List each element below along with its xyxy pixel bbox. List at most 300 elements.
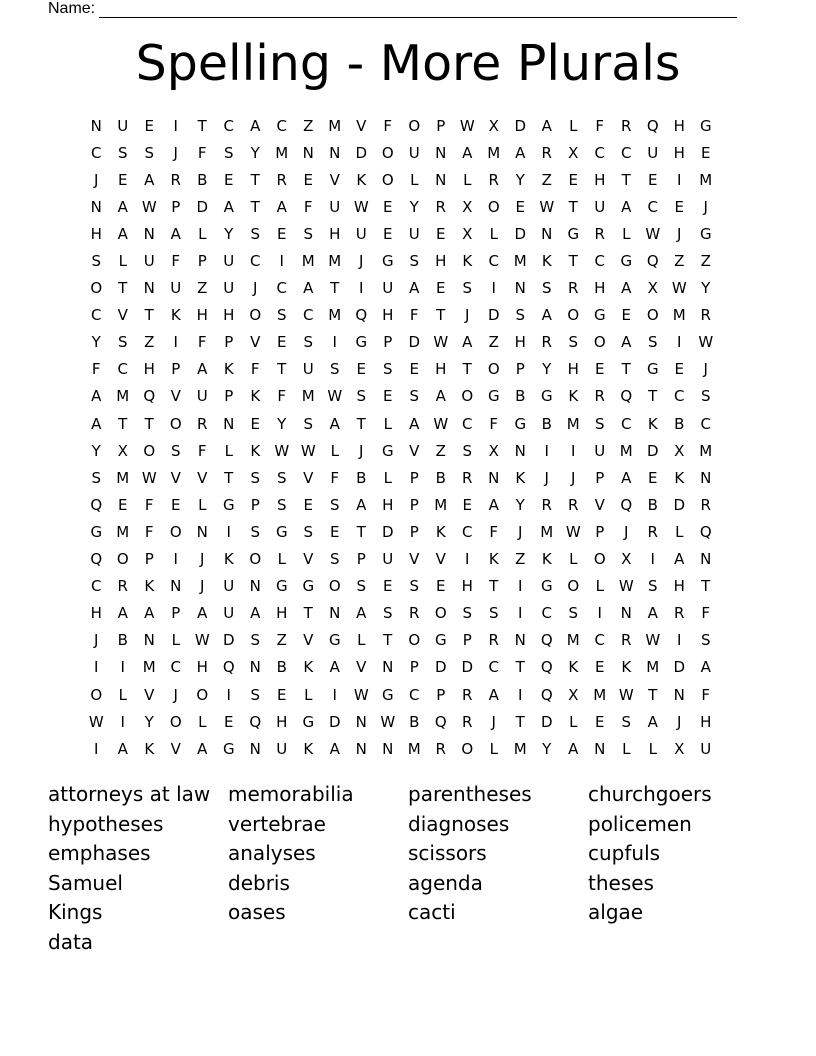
grid-letter: T	[356, 414, 366, 433]
grid-letter: I	[597, 604, 602, 623]
grid-letter: X	[117, 441, 128, 460]
grid-letter: E	[118, 170, 128, 189]
grid-letter: E	[144, 116, 154, 135]
grid-letter: K	[303, 658, 314, 677]
grid-letter: D	[408, 333, 421, 352]
grid-letter: C	[170, 658, 181, 677]
grid-letter: S	[329, 360, 340, 379]
grid-letter: O	[434, 604, 447, 623]
grid-letter: F	[595, 116, 605, 135]
grid-letter: G	[275, 522, 288, 541]
grid-letter: D	[328, 712, 341, 731]
grid-letter: M	[116, 522, 130, 541]
grid-letter: M	[275, 143, 289, 162]
grid-letter: R	[541, 333, 552, 352]
grid-letter: U	[223, 279, 235, 298]
grid-letter: T	[330, 279, 340, 298]
grid-letter: E	[277, 685, 287, 704]
grid-letter: B	[435, 468, 446, 487]
grid-letter: W	[380, 712, 396, 731]
grid-letter: T	[515, 658, 525, 677]
grid-letter: N	[143, 631, 155, 650]
grid-letter: W	[88, 712, 104, 731]
grid-letter: I	[677, 631, 682, 650]
grid-letter: N	[514, 279, 526, 298]
page-title: Spelling - More Plurals	[135, 35, 681, 92]
grid-letter: L	[463, 170, 472, 189]
grid-letter: A	[250, 604, 261, 623]
grid-letter: J	[677, 224, 682, 243]
grid-letter: A	[223, 197, 234, 216]
grid-letter: E	[648, 468, 658, 487]
grid-letter: X	[488, 441, 499, 460]
grid-letter: E	[303, 170, 313, 189]
grid-letter: S	[462, 604, 473, 623]
grid-letter: C	[488, 252, 499, 271]
grid-letter: U	[223, 604, 235, 623]
grid-letter: R	[276, 170, 287, 189]
grid-letter: U	[196, 387, 208, 406]
grid-letter: V	[356, 116, 367, 135]
grid-letter: F	[171, 252, 181, 271]
grid-letter: H	[700, 712, 712, 731]
grid-letter: O	[487, 197, 500, 216]
grid-letter: M	[116, 468, 130, 487]
grid-letter: A	[409, 279, 420, 298]
grid-letter: T	[356, 522, 366, 541]
grid-letter: C	[594, 631, 605, 650]
grid-letter: N	[249, 577, 261, 596]
grid-letter: A	[117, 739, 128, 758]
grid-letter: F	[197, 143, 207, 162]
grid-letter: V	[303, 631, 314, 650]
grid-letter: V	[409, 441, 420, 460]
grid-letter: R	[117, 577, 128, 596]
grid-letter: M	[566, 631, 580, 650]
grid-letter: M	[513, 739, 527, 758]
grid-letter: T	[462, 360, 472, 379]
grid-letter: V	[356, 658, 367, 677]
grid-letter: E	[674, 197, 684, 216]
grid-letter: R	[568, 495, 579, 514]
grid-letter: Y	[144, 712, 154, 731]
grid-letter: S	[91, 468, 102, 487]
grid-letter: P	[409, 658, 419, 677]
grid-letter: S	[329, 550, 340, 569]
grid-letter: J	[703, 197, 708, 216]
grid-letter: Y	[701, 279, 711, 298]
grid-letter: I	[518, 577, 523, 596]
grid-letter: F	[197, 441, 207, 460]
grid-letter: Q	[143, 387, 156, 406]
grid-letter: K	[435, 522, 446, 541]
grid-letter: Y	[515, 495, 525, 514]
grid-letter: D	[514, 116, 527, 135]
grid-letter: P	[595, 468, 605, 487]
word-list-item: algae	[588, 900, 644, 925]
grid-letter: N	[249, 739, 261, 758]
grid-letter: I	[173, 333, 178, 352]
grid-letter: N	[329, 143, 341, 162]
grid-letter: J	[200, 550, 205, 569]
word-list-item: diagnoses	[408, 811, 510, 836]
grid-letter: Q	[646, 116, 659, 135]
grid-letter: W	[327, 387, 343, 406]
grid-letter: S	[250, 224, 261, 243]
grid-letter: Q	[434, 712, 447, 731]
grid-letter: W	[274, 441, 290, 460]
grid-letter: E	[383, 387, 393, 406]
grid-letter: A	[329, 739, 340, 758]
word-list-item: data	[48, 929, 94, 954]
grid-letter: J	[624, 522, 629, 541]
grid-letter: Q	[90, 550, 103, 569]
grid-letter: S	[409, 387, 420, 406]
grid-letter: M	[328, 252, 342, 271]
grid-letter: Q	[249, 712, 262, 731]
grid-letter: F	[489, 414, 499, 433]
word-list-item: Samuel	[48, 870, 123, 895]
grid-letter: S	[409, 577, 420, 596]
grid-letter: F	[91, 360, 101, 379]
grid-letter: S	[382, 604, 393, 623]
grid-letter: P	[197, 252, 207, 271]
grid-letter: E	[595, 658, 605, 677]
grid-letter: T	[144, 414, 154, 433]
word-list-item: analyses	[228, 841, 316, 866]
grid-letter: O	[90, 685, 103, 704]
grid-letter: N	[541, 224, 553, 243]
grid-letter: F	[383, 116, 393, 135]
grid-letter: G	[222, 495, 235, 514]
grid-letter: R	[488, 631, 499, 650]
name-label: Name:	[48, 0, 96, 17]
grid-letter: F	[303, 197, 313, 216]
grid-letter: L	[330, 441, 339, 460]
grid-letter: I	[226, 685, 231, 704]
grid-letter: O	[196, 685, 209, 704]
grid-letter: O	[487, 360, 500, 379]
grid-letter: A	[91, 387, 102, 406]
grid-letter: X	[488, 116, 499, 135]
word-list-item: policemen	[588, 811, 692, 836]
grid-letter: T	[144, 306, 154, 325]
name-blank-line	[99, 3, 737, 18]
grid-letter: S	[700, 631, 711, 650]
grid-letter: N	[382, 739, 394, 758]
grid-letter: E	[118, 495, 128, 514]
grid-letter: O	[461, 739, 474, 758]
grid-letter: W	[194, 631, 210, 650]
grid-letter: I	[518, 685, 523, 704]
grid-letter: T	[250, 170, 260, 189]
grid-letter: F	[197, 333, 207, 352]
grid-letter: G	[514, 414, 527, 433]
grid-letter: N	[223, 414, 235, 433]
grid-letter: N	[620, 604, 632, 623]
grid-letter: G	[487, 387, 500, 406]
grid-letter: C	[647, 197, 658, 216]
word-list-item: attorneys at law	[48, 782, 211, 806]
grid-letter: S	[117, 333, 128, 352]
grid-letter: N	[488, 468, 500, 487]
grid-letter: S	[356, 387, 367, 406]
grid-letter: M	[487, 143, 501, 162]
grid-letter: M	[699, 441, 713, 460]
grid-letter: G	[90, 522, 103, 541]
grid-letter: B	[409, 712, 420, 731]
grid-letter: A	[197, 604, 208, 623]
grid-letter: S	[462, 441, 473, 460]
grid-letter: E	[224, 170, 234, 189]
grid-letter: Q	[646, 252, 659, 271]
grid-letter: G	[355, 333, 368, 352]
grid-letter: Z	[197, 279, 208, 298]
grid-letter: G	[540, 577, 553, 596]
grid-letter: V	[303, 550, 314, 569]
grid-letter: P	[383, 333, 393, 352]
grid-letter: G	[381, 685, 394, 704]
grid-letter: K	[303, 739, 314, 758]
grid-letter: L	[569, 116, 578, 135]
grid-letter: K	[568, 387, 579, 406]
grid-letter: T	[197, 116, 207, 135]
grid-letter: N	[90, 116, 102, 135]
grid-letter: Z	[435, 441, 446, 460]
grid-letter: Y	[409, 197, 419, 216]
grid-letter: M	[619, 441, 633, 460]
grid-letter: C	[223, 116, 234, 135]
grid-letter: F	[277, 387, 287, 406]
grid-letter: R	[409, 604, 420, 623]
grid-letter: P	[436, 685, 446, 704]
grid-letter: S	[329, 495, 340, 514]
word-list-item: vertebrae	[228, 811, 326, 836]
grid-letter: H	[196, 658, 208, 677]
grid-letter: F	[409, 306, 419, 325]
grid-letter: K	[250, 441, 261, 460]
grid-letter: E	[356, 360, 366, 379]
grid-letter: I	[677, 333, 682, 352]
grid-letter: K	[462, 252, 473, 271]
grid-letter: O	[461, 387, 474, 406]
grid-letter: A	[329, 658, 340, 677]
grid-letter: M	[407, 739, 421, 758]
grid-letter: P	[171, 360, 181, 379]
grid-letter: K	[621, 658, 632, 677]
grid-letter: L	[489, 224, 498, 243]
grid-letter: I	[677, 170, 682, 189]
grid-letter: L	[198, 495, 207, 514]
grid-letter: A	[621, 468, 632, 487]
grid-letter: A	[197, 360, 208, 379]
grid-letter: I	[226, 522, 231, 541]
grid-letter: H	[329, 224, 341, 243]
grid-letter: E	[171, 495, 181, 514]
grid-letter: E	[277, 224, 287, 243]
grid-letter: C	[117, 360, 128, 379]
grid-letter: L	[118, 685, 127, 704]
word-list-item: parentheses	[408, 782, 532, 806]
grid-letter: D	[673, 495, 686, 514]
grid-letter: R	[541, 143, 552, 162]
grid-letter: U	[355, 224, 367, 243]
grid-letter: W	[300, 441, 316, 460]
grid-letter: C	[91, 306, 102, 325]
grid-letter: R	[541, 495, 552, 514]
grid-letter: N	[382, 658, 394, 677]
grid-letter: A	[621, 279, 632, 298]
grid-letter: A	[303, 279, 314, 298]
grid-letter: T	[621, 170, 631, 189]
grid-letter: Z	[541, 170, 552, 189]
grid-letter: W	[618, 685, 634, 704]
grid-letter: C	[594, 143, 605, 162]
grid-letter: X	[674, 739, 685, 758]
word-list-item: cacti	[408, 900, 456, 925]
grid-letter: Q	[540, 658, 553, 677]
grid-letter: J	[173, 143, 178, 162]
grid-letter: Q	[620, 387, 633, 406]
grid-letter: U	[408, 143, 420, 162]
grid-letter: B	[515, 387, 526, 406]
grid-letter: C	[250, 252, 261, 271]
grid-letter: U	[594, 197, 606, 216]
grid-letter: S	[594, 414, 605, 433]
grid-letter: I	[650, 550, 655, 569]
grid-letter: H	[143, 360, 155, 379]
grid-letter: S	[621, 712, 632, 731]
grid-letter: K	[170, 306, 181, 325]
grid-letter: S	[144, 143, 155, 162]
grid-letter: U	[382, 550, 394, 569]
grid-letter: R	[621, 631, 632, 650]
grid-letter: S	[303, 224, 314, 243]
grid-letter: B	[197, 170, 208, 189]
grid-letter: L	[648, 739, 657, 758]
grid-letter: G	[328, 631, 341, 650]
grid-letter: V	[329, 170, 340, 189]
grid-letter: Y	[91, 441, 101, 460]
grid-letter: O	[143, 441, 156, 460]
grid-letter: R	[700, 495, 711, 514]
grid-letter: X	[462, 197, 473, 216]
grid-letter: V	[250, 333, 261, 352]
grid-letter: S	[647, 333, 658, 352]
word-list	[48, 780, 768, 958]
grid-letter: U	[223, 252, 235, 271]
grid-letter: H	[514, 333, 526, 352]
grid-letter: M	[328, 116, 342, 135]
grid-letter: C	[303, 306, 314, 325]
grid-letter: F	[489, 522, 499, 541]
grid-letter: H	[673, 143, 685, 162]
grid-letter: A	[647, 604, 658, 623]
grid-letter: D	[673, 658, 686, 677]
grid-letter: M	[646, 658, 660, 677]
grid-letter: J	[491, 712, 496, 731]
grid-letter: E	[568, 170, 578, 189]
grid-letter: M	[434, 495, 448, 514]
grid-letter: S	[568, 604, 579, 623]
grid-letter: Q	[222, 658, 235, 677]
grid-letter: K	[223, 360, 234, 379]
grid-letter: J	[571, 468, 576, 487]
grid-letter: T	[701, 577, 711, 596]
grid-letter: K	[541, 550, 552, 569]
grid-letter: I	[518, 604, 523, 623]
grid-letter: N	[355, 739, 367, 758]
grid-letter: S	[276, 468, 287, 487]
grid-letter: M	[301, 387, 315, 406]
word-list-item: churchgoers	[588, 782, 712, 806]
grid-letter: M	[540, 522, 554, 541]
grid-letter: C	[488, 658, 499, 677]
grid-letter: Y	[515, 170, 525, 189]
grid-letter: F	[701, 685, 711, 704]
grid-letter: I	[571, 441, 576, 460]
grid-letter: M	[301, 252, 315, 271]
grid-letter: W	[645, 631, 661, 650]
grid-letter: A	[117, 224, 128, 243]
grid-letter: R	[435, 739, 446, 758]
grid-letter: A	[356, 604, 367, 623]
grid-letter: G	[646, 360, 659, 379]
grid-letter: T	[489, 577, 499, 596]
grid-letter: P	[409, 522, 419, 541]
grid-letter: C	[276, 279, 287, 298]
grid-letter: L	[383, 414, 392, 433]
grid-letter: E	[383, 197, 393, 216]
grid-letter: D	[196, 197, 209, 216]
grid-letter: M	[328, 306, 342, 325]
grid-letter: U	[223, 577, 235, 596]
grid-letter: O	[249, 550, 262, 569]
grid-letter: E	[436, 279, 446, 298]
grid-letter: K	[356, 170, 367, 189]
grid-letter: E	[330, 522, 340, 541]
grid-letter: L	[171, 631, 180, 650]
grid-letter: F	[144, 495, 154, 514]
grid-letter: T	[436, 306, 446, 325]
grid-letter: M	[513, 252, 527, 271]
grid-letter: O	[249, 306, 262, 325]
grid-letter: S	[515, 306, 526, 325]
word-list-item: cupfuls	[588, 841, 661, 866]
grid-letter: H	[382, 306, 394, 325]
grid-letter: J	[173, 685, 178, 704]
grid-letter: X	[621, 550, 632, 569]
grid-letter: K	[488, 550, 499, 569]
grid-letter: S	[303, 333, 314, 352]
grid-letter: Z	[488, 333, 499, 352]
grid-letter: V	[435, 550, 446, 569]
grid-letter: L	[357, 631, 366, 650]
grid-letter: O	[90, 279, 103, 298]
grid-letter: V	[144, 685, 155, 704]
grid-letter: G	[222, 739, 235, 758]
grid-letter: S	[541, 279, 552, 298]
grid-letter: C	[462, 414, 473, 433]
grid-letter: G	[381, 441, 394, 460]
grid-letter: C	[700, 414, 711, 433]
grid-letter: N	[143, 279, 155, 298]
grid-letter: H	[673, 116, 685, 135]
grid-letter: N	[700, 550, 712, 569]
grid-letter: S	[250, 685, 261, 704]
grid-letter: M	[142, 658, 156, 677]
grid-letter: O	[567, 306, 580, 325]
